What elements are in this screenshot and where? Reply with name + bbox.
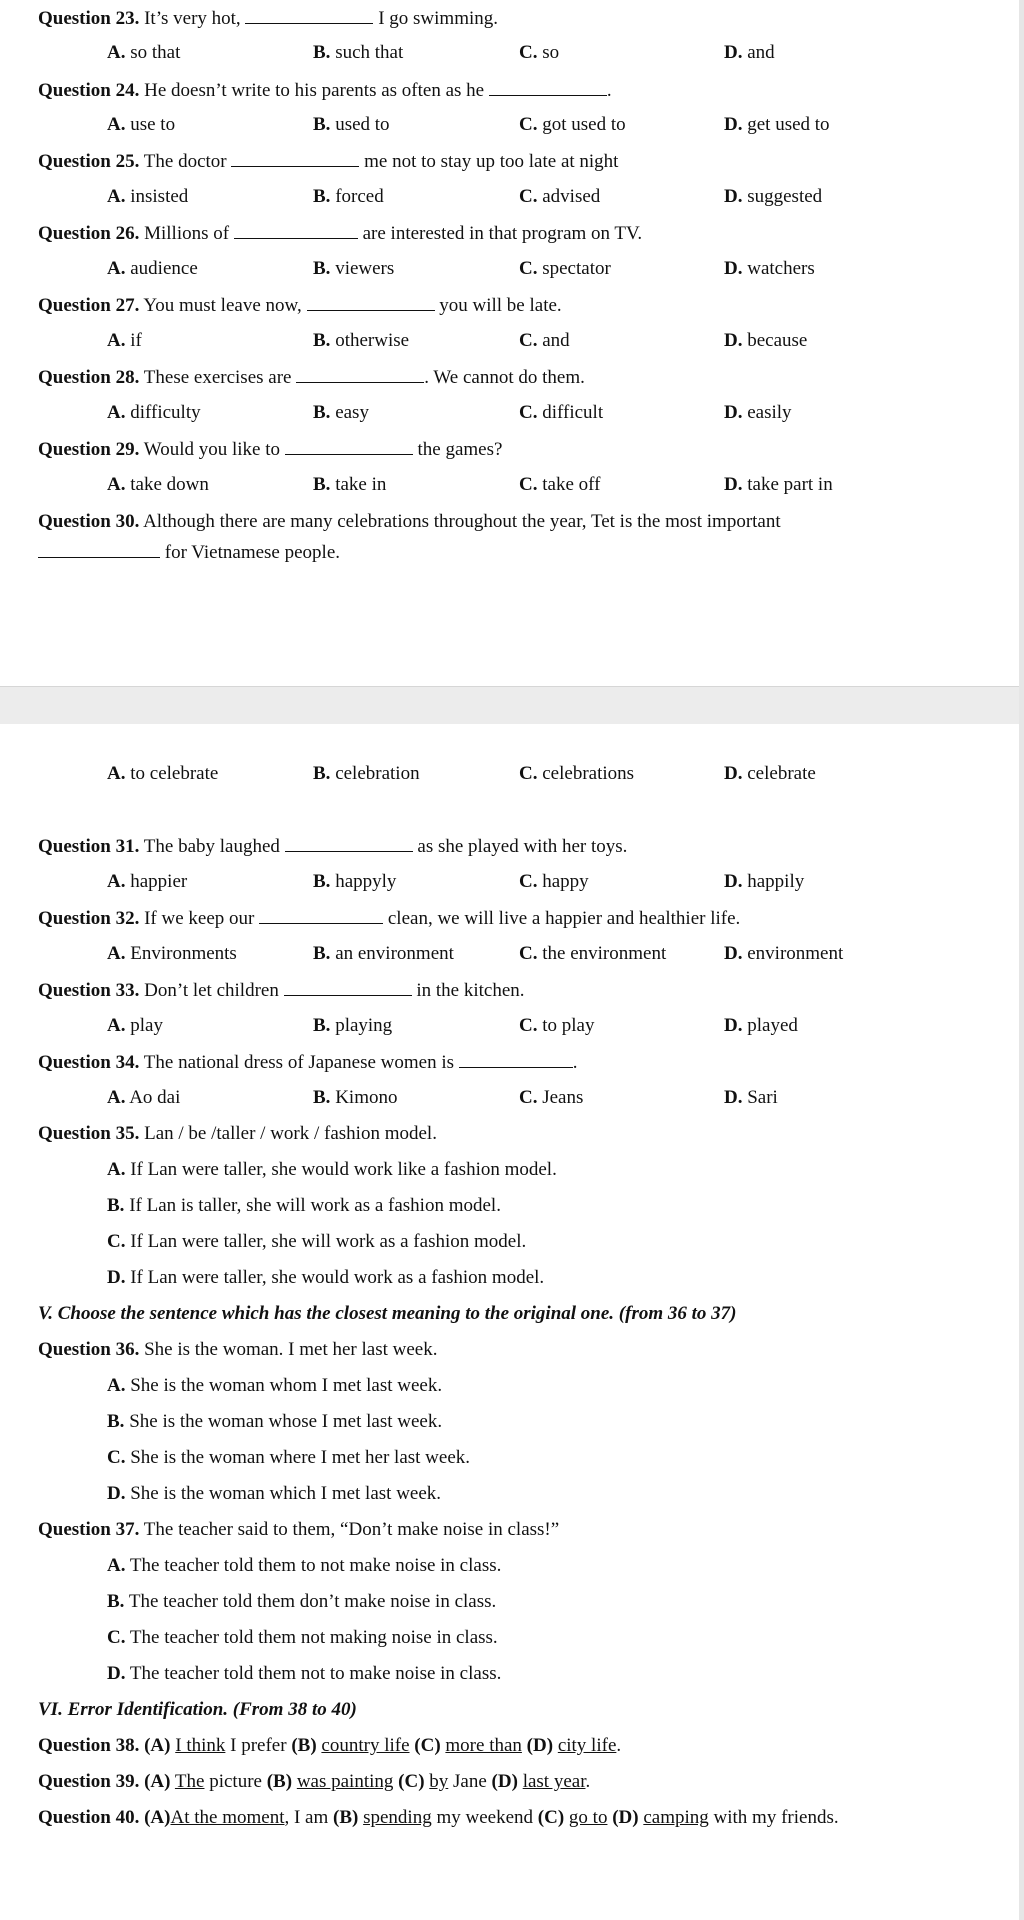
- option-text: easy: [335, 402, 369, 423]
- marker-d: (D): [491, 1771, 518, 1792]
- option-a: [107, 1014, 163, 1038]
- option-letter: A.: [107, 258, 126, 279]
- question-text: I go swimming.: [378, 8, 498, 29]
- option-a: [107, 870, 187, 894]
- question-35: [38, 1122, 437, 1146]
- question-number: Question 34.: [38, 1052, 140, 1073]
- option-letter: C.: [519, 114, 538, 135]
- question-text: the games?: [417, 439, 503, 460]
- option-b: [313, 473, 386, 497]
- question-text: for Vietnamese people.: [164, 542, 340, 563]
- plain-text: my weekend: [436, 1807, 534, 1828]
- option-d: [724, 473, 833, 497]
- option-text: She is the woman whom I met last week.: [130, 1375, 443, 1396]
- option-d: [724, 41, 775, 65]
- option-letter: D.: [724, 1087, 743, 1108]
- option-letter: C.: [519, 186, 538, 207]
- option-letter: D.: [724, 114, 743, 135]
- question-text: The national dress of Japanese women is: [143, 1052, 455, 1073]
- question-text: you will be late.: [439, 295, 562, 316]
- question-number: Question 31.: [38, 836, 140, 857]
- underlined-part-c: go to: [568, 1807, 608, 1828]
- question-32: [38, 906, 740, 931]
- marker-c: (C): [398, 1771, 425, 1792]
- option-text: so: [542, 42, 560, 63]
- option-c: [107, 1626, 498, 1650]
- question-33: [38, 978, 525, 1003]
- question-number: Question 28.: [38, 367, 140, 388]
- option-letter: B.: [107, 1591, 125, 1612]
- option-a: [107, 942, 237, 966]
- option-text: celebrations: [542, 763, 635, 784]
- option-c: [519, 329, 570, 353]
- question-text: She is the woman. I met her last week.: [144, 1339, 438, 1360]
- option-letter: A.: [107, 1375, 126, 1396]
- option-d: [107, 1482, 441, 1506]
- question-text: Millions of: [144, 223, 230, 244]
- option-letter: C.: [519, 871, 538, 892]
- option-d: [724, 870, 804, 894]
- option-text: celebrate: [747, 763, 816, 784]
- section-heading-vi: VI. Error Identification. (From 38 to 40): [38, 1699, 357, 1720]
- option-letter: A.: [107, 330, 126, 351]
- option-text: watchers: [747, 258, 815, 279]
- option-text: difficulty: [130, 402, 201, 423]
- marker-b: (B): [291, 1735, 317, 1756]
- underlined-part-c: by: [429, 1771, 449, 1792]
- option-c: [519, 113, 626, 137]
- option-c: [107, 1230, 526, 1254]
- option-c: [519, 942, 666, 966]
- option-letter: C.: [519, 763, 538, 784]
- option-text: The teacher told them to not make noise in class.: [129, 1555, 502, 1576]
- option-a: [107, 41, 180, 65]
- plain-text: .: [616, 1735, 622, 1756]
- option-d: [724, 113, 830, 137]
- option-d: [724, 1014, 798, 1038]
- question-number: Question 27.: [38, 295, 140, 316]
- option-b: [313, 401, 369, 425]
- option-letter: D.: [107, 1663, 126, 1684]
- option-letter: B.: [313, 763, 331, 784]
- question-text: Would you like to: [143, 439, 280, 460]
- option-text: take down: [130, 474, 209, 495]
- option-c: [519, 1086, 583, 1110]
- option-text: If Lan were taller, she would work like a fashion model.: [130, 1159, 557, 1180]
- option-letter: A.: [107, 1555, 126, 1576]
- option-text: Ao dai: [129, 1087, 181, 1108]
- underlined-part-d: camping: [643, 1807, 709, 1828]
- question-text: in the kitchen.: [416, 980, 525, 1001]
- option-text: otherwise: [335, 330, 410, 351]
- option-d: [724, 762, 816, 786]
- question-24: [38, 78, 612, 103]
- question-text: . We cannot do them.: [424, 367, 585, 388]
- option-letter: D.: [724, 186, 743, 207]
- option-text: if: [130, 330, 142, 351]
- option-d: [107, 1266, 544, 1290]
- option-letter: C.: [519, 943, 538, 964]
- plain-text: , I am: [284, 1807, 329, 1828]
- option-text: If Lan were taller, she would work as a fashion model.: [130, 1267, 545, 1288]
- answer-blank: [459, 1050, 573, 1068]
- option-d: [724, 401, 792, 425]
- question-text: You must leave now,: [143, 295, 302, 316]
- option-text: environment: [747, 943, 844, 964]
- question-text: are interested in that program on TV.: [362, 223, 643, 244]
- option-letter: A.: [107, 943, 126, 964]
- option-letter: B.: [313, 186, 331, 207]
- option-letter: A.: [107, 763, 126, 784]
- underlined-part-b: country life: [321, 1735, 410, 1756]
- option-letter: C.: [519, 42, 538, 63]
- question-36: [38, 1338, 437, 1362]
- section-heading-v: V. Choose the sentence which has the closest meaning to the original one. (from 36 to 37): [38, 1303, 737, 1324]
- question-number: Question 25.: [38, 151, 140, 172]
- underlined-part-b: spending: [363, 1807, 432, 1828]
- option-a: [107, 1086, 180, 1110]
- question-number: Question 40.: [38, 1807, 140, 1828]
- question-number: Question 30.: [38, 511, 140, 532]
- option-text: take in: [335, 474, 387, 495]
- option-a: [107, 473, 209, 497]
- answer-blank: [245, 6, 373, 24]
- option-text: She is the woman which I met last week.: [130, 1483, 442, 1504]
- question-text: The teacher said to them, “Don’t make noise in class!”: [143, 1519, 560, 1540]
- option-text: so that: [130, 42, 181, 63]
- plain-text: .: [585, 1771, 591, 1792]
- option-c: [519, 257, 611, 281]
- option-letter: B.: [313, 1015, 331, 1036]
- option-text: use to: [130, 114, 176, 135]
- option-letter: A.: [107, 1159, 126, 1180]
- marker-a: (A): [144, 1735, 171, 1756]
- question-text: These exercises are: [143, 367, 292, 388]
- marker-c: (C): [537, 1807, 565, 1828]
- page-gap: [0, 686, 1024, 726]
- option-text: difficult: [542, 402, 604, 423]
- underlined-part-a: The: [174, 1771, 205, 1792]
- option-text: used to: [335, 114, 390, 135]
- option-b: [313, 762, 420, 786]
- question-text: The baby laughed: [143, 836, 280, 857]
- option-text: the environment: [542, 943, 667, 964]
- question-text: .: [572, 1052, 578, 1073]
- option-text: and: [747, 42, 775, 63]
- option-letter: A.: [107, 1087, 126, 1108]
- option-c: [519, 473, 600, 497]
- question-39: [38, 1770, 590, 1794]
- option-text: to play: [542, 1015, 595, 1036]
- option-b: [313, 1014, 392, 1038]
- option-letter: D.: [724, 330, 743, 351]
- option-letter: B.: [313, 871, 331, 892]
- option-letter: B.: [313, 258, 331, 279]
- question-number: Question 38.: [38, 1735, 140, 1756]
- answer-blank: [296, 365, 424, 383]
- answer-blank: [489, 78, 607, 96]
- question-text: .: [606, 80, 612, 101]
- option-text: take off: [542, 474, 601, 495]
- question-number: Question 32.: [38, 908, 140, 929]
- answer-blank: [284, 978, 412, 996]
- option-text: played: [747, 1015, 798, 1036]
- question-number: Question 37.: [38, 1519, 140, 1540]
- option-letter: B.: [313, 1087, 331, 1108]
- plain-text: I prefer: [230, 1735, 287, 1756]
- option-letter: D.: [724, 1015, 743, 1036]
- option-c: [519, 870, 589, 894]
- option-letter: A.: [107, 186, 126, 207]
- option-b: [313, 257, 394, 281]
- question-29: [38, 437, 502, 462]
- option-text: The teacher told them don’t make noise in class.: [128, 1591, 497, 1612]
- question-number: Question 35.: [38, 1123, 140, 1144]
- option-b: [107, 1590, 496, 1614]
- underlined-part-a: At the moment: [170, 1807, 285, 1828]
- option-text: got used to: [542, 114, 626, 135]
- option-text: such that: [335, 42, 404, 63]
- option-b: [313, 1086, 397, 1110]
- option-text: She is the woman where I met her last week.: [130, 1447, 471, 1468]
- option-c: [519, 1014, 594, 1038]
- question-31: [38, 834, 627, 859]
- question-40: [38, 1806, 839, 1830]
- option-text: The teacher told them not making noise in class.: [129, 1627, 498, 1648]
- option-text: play: [130, 1015, 163, 1036]
- underlined-part-d: last year: [522, 1771, 586, 1792]
- option-text: The teacher told them not to make noise in class.: [129, 1663, 502, 1684]
- question-text: The doctor: [143, 151, 227, 172]
- option-a: [107, 1158, 557, 1182]
- question-23: [38, 6, 498, 31]
- question-text: It’s very hot,: [144, 8, 241, 29]
- question-text: Don’t let children: [144, 980, 279, 1001]
- option-text: take part in: [747, 474, 833, 495]
- option-text: and: [542, 330, 570, 351]
- option-a: [107, 257, 198, 281]
- marker-b: (B): [333, 1807, 359, 1828]
- option-b: [107, 1194, 501, 1218]
- option-text: advised: [542, 186, 601, 207]
- option-letter: C.: [519, 1087, 538, 1108]
- option-text: Sari: [747, 1087, 778, 1108]
- option-text: Environments: [130, 943, 237, 964]
- page-bottom: [0, 724, 1024, 1920]
- option-letter: C.: [519, 258, 538, 279]
- question-30: [38, 506, 988, 568]
- option-text: happier: [130, 871, 188, 892]
- option-text: happily: [747, 871, 805, 892]
- option-letter: A.: [107, 1015, 126, 1036]
- option-text: Kimono: [335, 1087, 398, 1108]
- question-38: [38, 1734, 621, 1758]
- option-d: [724, 257, 815, 281]
- question-text: clean, we will live a happier and healthier life.: [387, 908, 741, 929]
- option-letter: D.: [724, 943, 743, 964]
- answer-blank: [259, 906, 383, 924]
- question-28: [38, 365, 585, 390]
- question-text: If we keep our: [144, 908, 255, 929]
- option-a: [107, 1374, 442, 1398]
- option-a: [107, 1554, 501, 1578]
- option-letter: A.: [107, 42, 126, 63]
- option-d: [724, 1086, 778, 1110]
- option-letter: B.: [313, 474, 331, 495]
- option-letter: B.: [313, 114, 331, 135]
- option-c: [519, 762, 634, 786]
- option-a: [107, 185, 188, 209]
- option-text: an environment: [335, 943, 454, 964]
- option-letter: A.: [107, 474, 126, 495]
- answer-blank: [234, 221, 358, 239]
- option-letter: C.: [107, 1627, 126, 1648]
- option-d: [724, 942, 843, 966]
- option-letter: C.: [519, 1015, 538, 1036]
- answer-blank: [231, 149, 359, 167]
- option-letter: B.: [107, 1411, 125, 1432]
- option-c: [519, 401, 603, 425]
- option-letter: C.: [519, 474, 538, 495]
- option-text: viewers: [335, 258, 395, 279]
- option-letter: D.: [724, 474, 743, 495]
- question-text: He doesn’t write to his parents as often as he: [144, 80, 485, 101]
- marker-b: (B): [266, 1771, 293, 1792]
- answer-blank: [285, 834, 413, 852]
- page-edge: [1019, 0, 1024, 1920]
- option-b: [313, 113, 390, 137]
- option-text: If Lan is taller, she will work as a fashion model.: [129, 1195, 501, 1216]
- option-text: get used to: [747, 114, 830, 135]
- marker-d: (D): [612, 1807, 639, 1828]
- underlined-part-d: city life: [557, 1735, 617, 1756]
- question-number: Question 26.: [38, 223, 140, 244]
- option-text: She is the woman whose I met last week.: [129, 1411, 443, 1432]
- option-b: [313, 329, 409, 353]
- marker-d: (D): [526, 1735, 554, 1756]
- option-b: [313, 942, 454, 966]
- marker-a: (A): [144, 1807, 171, 1828]
- question-26: [38, 221, 642, 246]
- option-letter: A.: [107, 114, 126, 135]
- option-letter: C.: [519, 330, 538, 351]
- option-text: playing: [335, 1015, 393, 1036]
- option-text: to celebrate: [130, 763, 219, 784]
- question-text: Although there are many celebrations throughout the year, Tet is the most important: [143, 511, 781, 532]
- option-a: [107, 113, 175, 137]
- answer-blank: [38, 540, 160, 558]
- option-letter: D.: [724, 42, 743, 63]
- option-letter: B.: [107, 1195, 125, 1216]
- option-letter: D.: [107, 1267, 126, 1288]
- option-letter: D.: [724, 763, 743, 784]
- option-text: audience: [130, 258, 198, 279]
- option-letter: D.: [107, 1483, 126, 1504]
- option-letter: B.: [313, 943, 331, 964]
- underlined-part-b: was painting: [296, 1771, 394, 1792]
- option-letter: B.: [313, 330, 331, 351]
- option-b: [313, 870, 396, 894]
- option-letter: C.: [519, 402, 538, 423]
- option-c: [519, 41, 559, 65]
- page-top: [0, 0, 1024, 686]
- plain-text: with my friends.: [713, 1807, 839, 1828]
- answer-blank: [285, 437, 413, 455]
- question-text: me not to stay up too late at night: [364, 151, 619, 172]
- question-text: as she played with her toys.: [417, 836, 628, 857]
- question-number: Question 23.: [38, 8, 140, 29]
- option-text: insisted: [130, 186, 189, 207]
- option-b: [313, 185, 384, 209]
- option-letter: D.: [724, 871, 743, 892]
- option-text: happy: [542, 871, 589, 892]
- option-a: [107, 329, 142, 353]
- option-b: [107, 1410, 442, 1434]
- option-letter: B.: [313, 42, 331, 63]
- plain-text: Jane: [453, 1771, 487, 1792]
- option-letter: D.: [724, 258, 743, 279]
- question-number: Question 39.: [38, 1771, 140, 1792]
- option-letter: C.: [107, 1447, 126, 1468]
- question-number: Question 33.: [38, 980, 140, 1001]
- option-letter: A.: [107, 871, 126, 892]
- option-text: because: [747, 330, 808, 351]
- underlined-part-c: more than: [445, 1735, 522, 1756]
- option-letter: A.: [107, 402, 126, 423]
- option-letter: B.: [313, 402, 331, 423]
- question-number: Question 36.: [38, 1339, 140, 1360]
- option-letter: C.: [107, 1231, 126, 1252]
- option-text: forced: [335, 186, 384, 207]
- question-25: [38, 149, 618, 174]
- option-text: If Lan were taller, she will work as a fashion model.: [130, 1231, 527, 1252]
- question-37: [38, 1518, 559, 1542]
- option-a: [107, 762, 218, 786]
- question-27: [38, 293, 562, 318]
- option-c: [107, 1446, 470, 1470]
- question-number: Question 24.: [38, 80, 140, 101]
- option-d: [107, 1662, 501, 1686]
- question-text: Lan / be /taller / work / fashion model.: [144, 1123, 437, 1144]
- marker-a: (A): [144, 1771, 171, 1792]
- option-d: [724, 329, 807, 353]
- underlined-part-a: I think: [175, 1735, 226, 1756]
- option-text: happyly: [335, 871, 397, 892]
- option-b: [313, 41, 403, 65]
- question-number: Question 29.: [38, 439, 140, 460]
- option-text: suggested: [747, 186, 823, 207]
- answer-blank: [307, 293, 435, 311]
- option-text: celebration: [335, 763, 420, 784]
- option-d: [724, 185, 822, 209]
- option-c: [519, 185, 600, 209]
- plain-text: picture: [209, 1771, 262, 1792]
- option-a: [107, 401, 201, 425]
- marker-c: (C): [414, 1735, 441, 1756]
- option-text: easily: [747, 402, 792, 423]
- option-text: Jeans: [542, 1087, 584, 1108]
- option-letter: D.: [724, 402, 743, 423]
- question-34: [38, 1050, 578, 1075]
- option-text: spectator: [542, 258, 611, 279]
